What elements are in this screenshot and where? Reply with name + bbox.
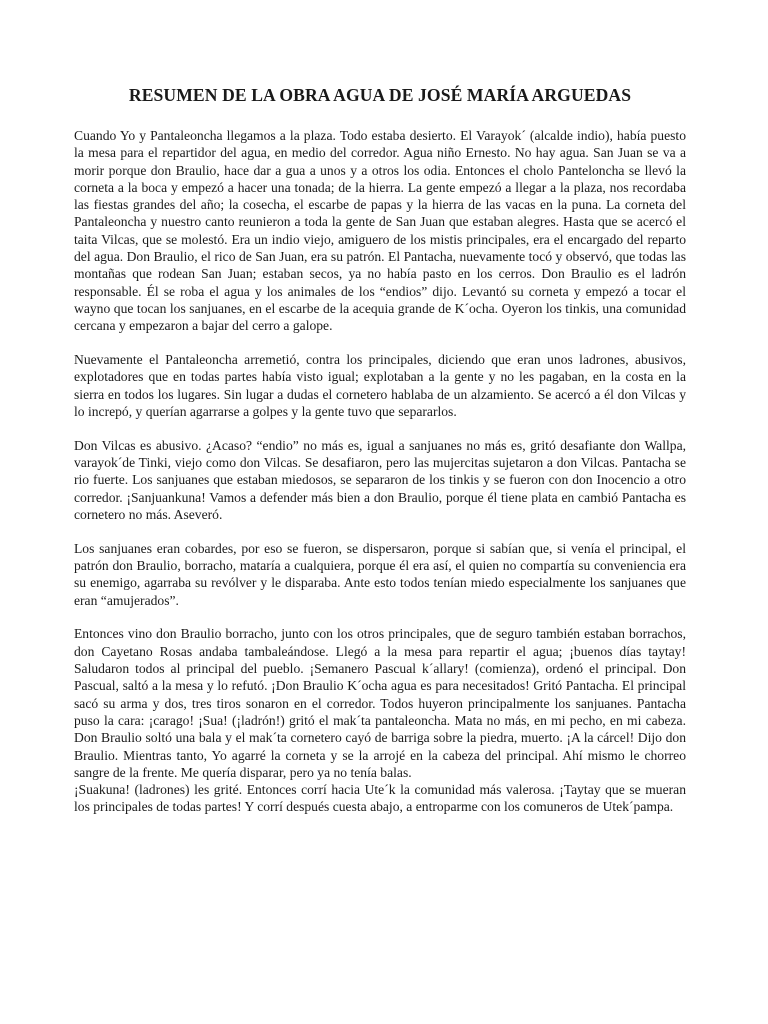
document-page: [74, 84, 686, 832]
paragraph-escape-utek: ¡Suakuna! (ladrones) les grité. Entonces corrí hacia Ute´k la comunidad más valerosa. ¡Taytay que se mueran los principales de todas partes! Y corrí después cuesta abajo, a entroparme con los comuneros de Utek´pampa.: [74, 782, 686, 815]
paragraph-arrival-plaza: Cuando Yo y Pantaleoncha llegamos a la plaza. Todo estaba desierto. El Varayok´ (alcalde indio), había puesto la mesa para el repartidor del agua, en medio del corredor. Agua niño Ernesto. No hay agua. San Juan se va a morir porque don Braulio, hace dar a gua a unos y a otros los odia. Entonces el cholo Panteloncha se llevó la corneta a la boca y empezó a hacer una tonada; de la hierra. La gente empezó a llegar a la plaza, nos recordaba las fiestas grandes del año; la cosecha, el escarbe de papas y la hierra de las vacas en la puna. La corneta del Pantaleoncha y nuestro canto reunieron a toda la gente de San Juan que estaban alegres. Hasta que se acercó el taita Vilcas, que se molestó. Era un indio viejo, amiguero de los mistis principales, era el encargado del reparto del agua. Don Braulio, el rico de San Juan, era su patrón. El Pantacha, nuevamente tocó y observó, que todas las montañas que rodean San Juan; estaban secos, ya no había pasto en los cerros. Don Braulio es el ladrón responsable. Él se roba el agua y los animales de los “endios” dijo. Levantó su corneta y empezó a tocar el wayno que tocan los sanjuanes, en el escarbe de la acequia grande de K´ocha. Oyeron los tinkis, una comunidad cercana y empezaron a bajar del cerro a galope.: [74, 128, 686, 334]
document-title: RESUMEN DE LA OBRA AGUA DE JOSÉ MARÍA ARGUEDAS: [128, 85, 632, 105]
paragraph-sanjuanes-cowards: Los sanjuanes eran cobardes, por eso se fueron, se dispersaron, porque si sabían que, si venía el principal, el patrón don Braulio, borracho, mataría a cualquiera, porque él era así, el quien no compartía su conveniencia era su enemigo, agarraba su revólver y le disparaba. Ante esto todos tenían miedo especialmente los sanjuanes que eran “amujerados”.: [74, 540, 686, 608]
paragraph-vilcas-wallpa-dispute: Don Vilcas es abusivo. ¿Acaso? “endio” no más es, igual a sanjuanes no más es, gritó desafiante don Wallpa, varayok´de Tinki, viejo como don Vilcas. Se desafiaron, pero las mujercitas sujetaron a don Vilcas. Pantacha se rio fuerte. Los sanjuanes que estaban miedosos, se separaron de los tinkis y se fueron con don Inocencio a otro corredor. ¡Sanjuankuna! Vamos a defender más bien a don Braulio, porque él tiene plata en cambió Pantacha es cornetero no más. Aseveró.: [74, 437, 686, 522]
paragraph-braulio-shooting: Entonces vino don Braulio borracho, junto con los otros principales, que de seguro también estaban borrachos, don Cayetano Rosas andaba tambaleándose. Llegó a la mesa para repartir el agua; ¡buenos días taytay! Saludaron todos al principal del pueblo. ¡Semanero Pascual k´allary! (comienza), ordenó el principal. Don Pascual, saltó a la mesa y lo refutó. ¡Don Braulio K´ocha agua es para necesitados! Gritó Pantacha. El principal sacó su arma y dos, tres tiros sonaron en el corredor. Todos huyeron principalmente los sanjuanes. Pantacha puso la cara: ¡carago! ¡Sua! (¡ladrón!) gritó el mak´ta pantaleoncha. Mata no más, en mi pecho, en mi cabeza. Don Braulio soltó una bala y el mak´ta cornetero cayó de barriga sobre la piedra, muerto. ¡A la cárcel! Dijo don Braulio. Mientras tanto, Yo agarré la corneta y se la arrojé en la cabeza del principal. Ahí mismo le chorreo sangre de la frente. Me quería disparar, pero ya no tenía balas.: [74, 626, 686, 780]
paragraph-pantaleoncha-accuses: Nuevamente el Pantaleoncha arremetió, contra los principales, diciendo que eran unos ladrones, abusivos, explotadores que en todas partes había visto igual; explotaban a la gente y no les pagaban, en la costa en la sierra en todos los lugares. Sin lugar a dudas el cornetero hablaba de un alzamiento. Se acercó a él don Vilcas y lo increpó, y querían agarrarse a golpes y la gente tuvo que separarlos.: [74, 352, 686, 419]
